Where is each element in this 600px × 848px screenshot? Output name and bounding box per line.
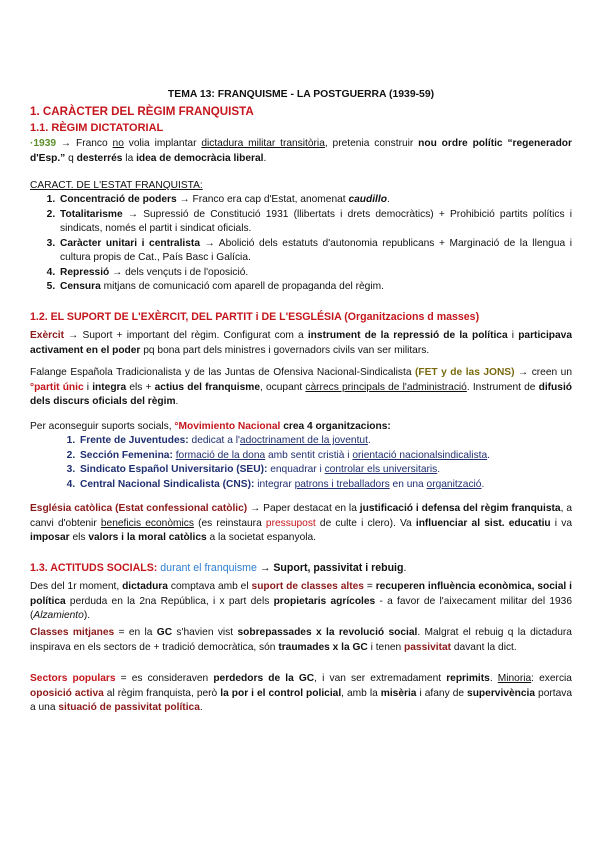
list-item: 3. Caràcter unitari i centralista → Abolició dels estatuts d'autonomia republicans + Marginació de la llengua i cultura propis de Cat., País Basc i Galícia. [58, 237, 572, 266]
list-item: 4. Central Nacional Sindicalista (CNS): integrar patrons i treballadors en una organització. [78, 478, 572, 493]
intro-paragraph: ·1939 → Franco no volia implantar dictadura militar transitòria, pretenia construir nou ordre polític “regenerador d'Esp.” q desterrés la idea de democràcia liberal. [30, 138, 572, 164]
year-1939: ·1939 [30, 138, 57, 149]
p-suport: Des del 1r moment, dictadura comptava amb el suport de classes altes = recuperen influència econòmica, social i política perduda en la 2na República, i x part dels propietaris agrícoles - a favor de l'aixecament militar del 1936 (Alzamiento). [30, 581, 572, 621]
exercit-paragraph: Exèrcit → Suport + important del règim. Configurat com a instrument de la repressió de la política i participava activament en el poder pq bona part dels ministres i governadors civils van ser militars. [30, 330, 572, 356]
page-title: TEMA 13: FRANQUISME - LA POSTGUERRA (1939-59) [167, 89, 435, 100]
falange-paragraph: Falange Española Tradicionalista y de las Juntas de Ofensiva Nacional-Sindicalista (FET y de las JONS) → creen un °partit únic i integra els + actius del franquisme, ocupant càrrecs principals de l'administració. Instrument de difusió dels discurs oficials del règim. [30, 367, 573, 407]
list-item: 4. Repressió → dels vençuts i de l'oposició. [58, 266, 572, 281]
list-item: 2. Sección Femenina: formació de la dona amb sentit cristià i orientació nacionalsindicalista. [78, 449, 572, 464]
caract-list [30, 193, 572, 295]
list-item: 1. Frente de Juventudes: dedicat a l'adoctrinament de la joventut. [78, 434, 572, 449]
section-1-2-heading: 1.2. EL SUPORT DE L'EXÈRCIT, DEL PARTIT i DE L'ESGLÉSIA (Organitzacions d masses) [30, 311, 480, 323]
list-item: 2. Totalitarisme → Supressió de Constitució 1931 (llibertats i drets democràtics) + Prohibició partits polítics i sindicats, només el partit i sindicat oficials. [58, 208, 572, 237]
section-1-heading: 1. CARÀCTER DEL RÈGIM FRANQUISTA [30, 105, 254, 118]
esglesia-paragraph: Església catòlica (Estat confessional catòlic) → Paper destacat en la justificació i defensa del règim franquista, a canvi d'obtenir beneficis econòmics (es reinstaura pressupost de culte i clero). Va influenciar al sist. educatiu i va imposar els valors i la moral catòlics a la societat espanyola. [30, 503, 572, 543]
section-1-3-heading: 1.3. ACTITUDS SOCIALS: durant el franquisme → Suport, passivitat i rebuig. [30, 562, 407, 574]
caract-heading: CARACT. DE L'ESTAT FRANQUISTA: [30, 180, 203, 191]
list-item: 3. Sindicato Español Universitario (SEU): enquadrar i controlar els universitaris. [78, 463, 572, 478]
p-sectors-populars: Sectors populars = es consideraven perdedors de la GC, i van ser extremadament reprimits. Minoria: exercia oposició activa al règim franquista, però la por i el control policial, amb la misèria i afany de supervivència portava a una situació de passivitat política. [30, 673, 573, 713]
orgs-list [30, 434, 572, 492]
moviment-paragraph: Per aconseguir suports socials, °Movimiento Nacional crea 4 organitzacions: [30, 421, 391, 432]
section-1-1-heading: 1.1. RÈGIM DICTATORIAL [30, 122, 164, 134]
list-item: 5. Censura mitjans de comunicació com aparell de propaganda del règim. [58, 280, 572, 295]
list-item: 1. Concentració de poders → Franco era cap d'Estat, anomenat caudillo. [58, 193, 572, 208]
p-classes-mitjanes: Classes mitjanes = en la GC s'havien vist sobrepassades x la revolució social. Malgrat el rebuig q la dictadura inspirava en els sectors de + tradició democràtica, són traumades x la GC i tenen passivitat davant la dict. [30, 627, 572, 653]
